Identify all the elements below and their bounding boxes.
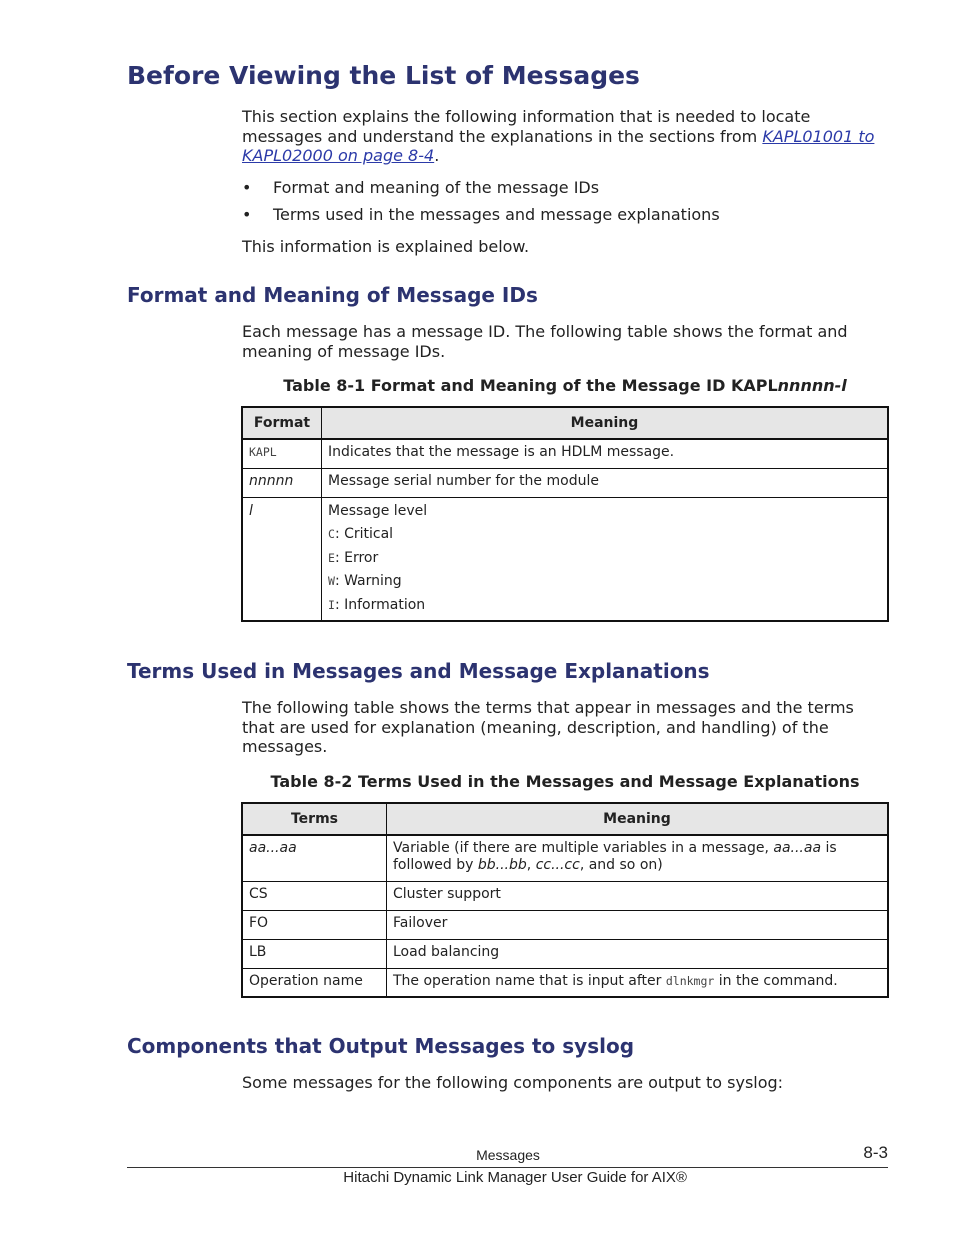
meaning-cell: Variable (if there are multiple variables in a message, aa...aa is followed by bb...bb, cc...cc, and so on) [387, 835, 889, 881]
level-warning: W: Warning [328, 573, 402, 589]
term-cell: CS [242, 881, 387, 910]
footer-guide-title: Hitachi Dynamic Link Manager User Guide for AIX® [343, 1169, 687, 1186]
meaning-cell: The operation name that is input after dlnkmgr in the command. [387, 968, 889, 997]
bullet-dot: • [242, 178, 252, 197]
intro-paragraph [242, 107, 882, 166]
table-row [242, 439, 888, 468]
table-row [242, 968, 888, 997]
level-critical: C: Critical [328, 526, 394, 542]
format-cell: nnnnn [242, 468, 322, 497]
meaning-cell: Cluster support [387, 881, 889, 910]
kapl-range-link[interactable]: KAPL01001 to KAPL02000 on page 8-4 [242, 126, 875, 165]
footer-divider [127, 1167, 888, 1168]
closing-paragraph: This information is explained below. [242, 237, 530, 256]
table-row [242, 881, 888, 910]
meaning-cell: Load balancing [387, 939, 889, 968]
page-number: 8-3 [863, 1143, 888, 1162]
table-row [242, 468, 888, 497]
caption-suffix: nnnnn-l [777, 376, 847, 395]
bullet-text: Terms used in the messages and message explanations [273, 205, 720, 224]
bullet-text: Format and meaning of the message IDs [273, 178, 600, 197]
intro-text: This section explains the following information that is needed to locate messages and understand the explanations in the sections from [242, 107, 811, 146]
message-level-cell [322, 497, 889, 621]
footer-chapter-name: Messages [476, 1147, 540, 1163]
components-section-heading: Components that Output Messages to syslog [127, 1034, 635, 1058]
intro-text-end: . [434, 146, 440, 165]
format-column-header: Format [242, 407, 322, 439]
terms-intro-paragraph: The following table shows the terms that appear in messages and the terms that are used for explanation (meaning, description, and handling) of the messages. [242, 698, 854, 756]
message-level-title: Message level [328, 502, 428, 519]
table-8-2-caption: Table 8-2 Terms Used in the Messages and Message Explanations [270, 772, 860, 791]
message-id-format-table [241, 406, 889, 622]
format-section-heading: Format and Meaning of Message IDs [127, 283, 538, 307]
term-cell: Operation name [242, 968, 387, 997]
format-cell: l [242, 497, 322, 621]
level-error: E: Error [328, 549, 379, 566]
page-title: Before Viewing the List of Messages [127, 61, 640, 90]
meaning-cell: Indicates that the message is an HDLM message. [322, 439, 889, 468]
meaning-column-header: Meaning [322, 407, 889, 439]
format-intro-paragraph: Each message has a message ID. The following table shows the format and meaning of message IDs. [242, 322, 848, 361]
meaning-cell: Failover [387, 910, 889, 939]
components-intro-paragraph: Some messages for the following components are output to syslog: [242, 1073, 784, 1092]
caption-prefix: Table 8-1 Format and Meaning of the Message ID KAPL [283, 376, 778, 395]
meaning-cell: Message serial number for the module [322, 468, 889, 497]
terms-section-heading: Terms Used in Messages and Message Explanations [127, 659, 710, 683]
format-cell: KAPL [242, 439, 322, 468]
level-information: I: Information [328, 596, 426, 613]
term-cell: aa...aa [242, 835, 387, 881]
terms-table [241, 802, 889, 998]
table-8-1-caption [242, 376, 888, 395]
bullet-dot: • [242, 205, 252, 224]
meaning-column-header: Meaning [387, 803, 889, 835]
term-cell: LB [242, 939, 387, 968]
table-row [242, 835, 888, 881]
table-row [242, 497, 888, 621]
term-cell: FO [242, 910, 387, 939]
table-row [242, 939, 888, 968]
terms-column-header: Terms [242, 803, 387, 835]
table-row [242, 910, 888, 939]
